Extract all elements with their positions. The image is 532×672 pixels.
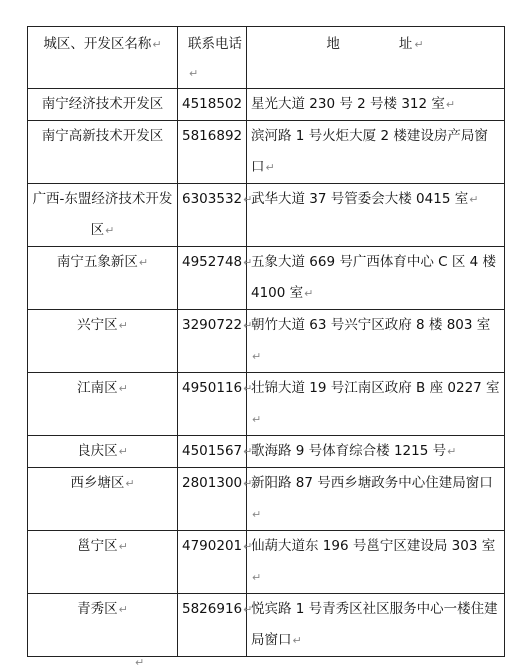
district-name: 青秀区↵ <box>28 594 178 657</box>
header-address-cell <box>247 27 505 89</box>
header-name-cell <box>28 27 178 89</box>
contacts-table <box>27 26 505 657</box>
paragraph-mark-icon: ↵ <box>252 508 262 521</box>
paragraph-mark-icon: ↵ <box>304 287 314 300</box>
header-phone-cell <box>178 27 247 89</box>
header-phone: 联系电话 <box>188 36 242 52</box>
paragraph-mark-icon: ↵ <box>189 67 199 80</box>
header-address-a: 地 <box>326 36 341 52</box>
table-row <box>28 121 505 184</box>
paragraph-mark-icon: ↵ <box>447 445 457 458</box>
paragraph-mark-icon: ↵ <box>105 224 115 237</box>
paragraph-mark-icon: ↵ <box>118 540 128 553</box>
paragraph-mark-icon: ↵ <box>252 413 262 426</box>
paragraph-mark-icon: ↵ <box>243 477 253 490</box>
header-address-b: 址 <box>398 36 414 52</box>
district-name: 邕宁区↵ <box>28 531 178 594</box>
paragraph-mark-icon: ↵ <box>243 319 253 332</box>
paragraph-mark-icon: ↵ <box>414 38 425 51</box>
phone-number: 6303532↵ <box>178 184 247 247</box>
table-row <box>28 247 505 310</box>
address: 滨河路 1 号火炬大厦 2 楼建设房产局窗口↵ <box>247 121 505 184</box>
paragraph-mark-icon: ↵ <box>138 256 149 269</box>
paragraph-mark-icon: ↵ <box>292 634 302 647</box>
phone-number: 5816892 <box>178 121 247 184</box>
phone-number: 4501567↵ <box>178 436 247 468</box>
district-name: 南宁高新技术开发区 <box>28 121 178 184</box>
address: 新阳路 87 号西乡塘政务中心住建局窗口↵ <box>247 468 505 531</box>
paragraph-mark-icon: ↵ <box>445 98 456 111</box>
district-name: 西乡塘区↵ <box>28 468 178 531</box>
district-name: 南宁经济技术开发区 <box>28 89 178 121</box>
paragraph-mark-icon: ↵ <box>152 38 162 51</box>
paragraph-mark-icon: ↵ <box>243 603 253 616</box>
paragraph-mark-icon: ↵ <box>469 193 479 206</box>
paragraph-mark-icon: ↵ <box>118 382 128 395</box>
district-name: 南宁五象新区↵ <box>28 247 178 310</box>
header-name: 城区、开发区名称 <box>43 36 152 52</box>
district-name: 良庆区↵ <box>28 436 178 468</box>
phone-number: 4952748↵ <box>178 247 247 310</box>
table-row <box>28 594 505 657</box>
district-name: 兴宁区↵ <box>28 310 178 373</box>
table-row <box>28 89 505 121</box>
paragraph-mark-icon: ↵ <box>243 445 253 458</box>
address: 星光大道 230 号 2 号楼 312 室↵ <box>247 89 505 121</box>
address: 朝竹大道 63 号兴宁区政府 8 楼 803 室↵ <box>247 310 505 373</box>
address: 武华大道 37 号管委会大楼 0415 室↵ <box>247 184 505 247</box>
phone-number: 3290722↵ <box>178 310 247 373</box>
paragraph-mark-icon: ↵ <box>243 193 253 206</box>
paragraph-mark-icon: ↵ <box>125 477 135 490</box>
table-row <box>28 184 505 247</box>
paragraph-mark-icon: ↵ <box>118 445 128 458</box>
phone-number: 4790201↵ <box>178 531 247 594</box>
paragraph-mark-icon: ↵ <box>243 540 253 553</box>
district-name: 广西-东盟经济技术开发区↵ <box>28 184 178 247</box>
paragraph-mark-icon: ↵ <box>135 656 145 669</box>
phone-number: 4950116↵ <box>178 373 247 436</box>
paragraph-mark-icon: ↵ <box>118 603 128 616</box>
address: 歌海路 9 号体育综合楼 1215 号↵ <box>247 436 505 468</box>
address: 悦宾路 1 号青秀区社区服务中心一楼住建局窗口↵ <box>247 594 505 657</box>
phone-number: 4518502 <box>178 89 247 121</box>
address: 壮锦大道 19 号江南区政府 B 座 0227 室↵ <box>247 373 505 436</box>
paragraph-mark-icon: ↵ <box>265 161 275 174</box>
paragraph-mark-icon: ↵ <box>118 319 128 332</box>
paragraph-mark-icon: ↵ <box>243 256 253 269</box>
paragraph-mark-icon: ↵ <box>243 382 253 395</box>
table-row <box>28 531 505 594</box>
table-row <box>28 310 505 373</box>
phone-number: 2801300↵ <box>178 468 247 531</box>
table-row <box>28 468 505 531</box>
header-row <box>28 27 505 89</box>
district-name: 江南区↵ <box>28 373 178 436</box>
phone-number: 5826916↵ <box>178 594 247 657</box>
table-row <box>28 436 505 468</box>
table-row <box>28 373 505 436</box>
paragraph-mark-icon: ↵ <box>252 571 262 584</box>
address: 五象大道 669 号广西体育中心 C 区 4 楼 4100 室↵ <box>247 247 505 310</box>
address: 仙葫大道东 196 号邕宁区建设局 303 室↵ <box>247 531 505 594</box>
paragraph-mark-icon: ↵ <box>252 350 262 363</box>
